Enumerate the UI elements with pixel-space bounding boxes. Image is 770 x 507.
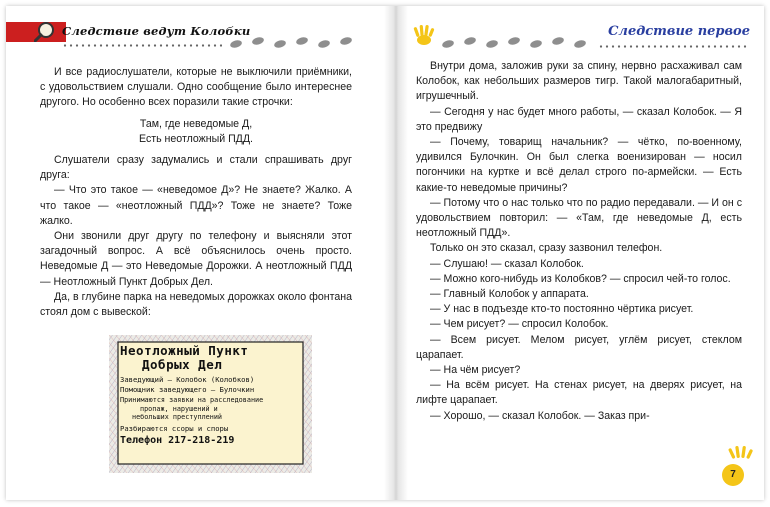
running-head-dotted-rule: [62, 44, 222, 47]
paragraph: — Потому что о нас только что по радио передавали. — И он с удовольствием повторил: — «Там, где неведомые Д, есть неотложный ПДД».: [416, 196, 742, 240]
sign-title: Добрых Дел: [142, 357, 223, 372]
paragraph: — Можно кого-нибудь из Колобков? — спросил чей-то голос.: [430, 272, 731, 285]
sign-line: пропаж, нарушений и: [140, 404, 218, 413]
paragraph: И все радиослушатели, которые не выключили приёмники, с удовольствием слушали. Одно сообщение было интереснее другого. Но особенно всех поразили такие строчки:: [40, 66, 352, 109]
running-head-dotted-rule: [598, 45, 748, 48]
paragraph: — На всём рисует. На стенах рисует, на дверях рисует, на лифте царапает.: [416, 379, 742, 407]
paragraph: Слушатели сразу задумались и стали спрашивать друг друга:: [40, 154, 352, 182]
signboard-illustration: [108, 334, 313, 474]
paragraph: Только он это сказал, сразу зазвонил телефон.: [430, 242, 663, 255]
signboard-text: [120, 344, 301, 462]
paragraph: Внутри дома, заложив руки за спину, нервно расхаживал сам Колобок, как небольших размеров тигр. Такой малогабаритный, игрушечный.: [416, 60, 742, 103]
left-page: [6, 6, 384, 500]
sign-line: Помощник заведующего — Булочкин: [120, 384, 255, 394]
left-page-text: [40, 65, 352, 320]
footprints-icon: [440, 32, 590, 54]
running-head-left: Следствие ведут Колобки: [62, 24, 251, 38]
sign-line: Принимаются заявки на расследование: [120, 396, 264, 405]
paragraph: — Хорошо, — сказал Колобок. — Заказ при-: [430, 409, 650, 422]
running-head-right: Следствие первое: [608, 24, 750, 39]
paragraph: — Сегодня у нас будет много работы, — сказал Колобок. — Я это предвижу: [416, 105, 742, 133]
paragraph: — Слушаю! — сказал Колобок.: [430, 257, 584, 270]
quote-line: Там, где неведомые Д,: [139, 117, 253, 130]
right-page-text: [416, 59, 742, 424]
paragraph: Они звонили друг другу по телефону и выясняли этот загадочный вопрос. А всё объяснилось очень просто. Неведомые Д — это Неведомые Дорожки. А неотложный ПДД — Неотложный Пункт Добрых Дел.: [40, 230, 352, 288]
sign-phone: Телефон 217-218-219: [120, 434, 235, 446]
paragraph: — У нас в подъезде кто-то постоянно чёртика рисует.: [430, 303, 694, 316]
book-gutter: [384, 6, 408, 500]
paragraph: — Всем рисует. Мелом рисует, углём рисует, стеклом царапает.: [416, 333, 742, 361]
footprints-icon: [228, 32, 368, 54]
paragraph: — На чём рисует?: [430, 364, 521, 377]
paragraph: — Главный Колобок у аппарата.: [430, 288, 589, 301]
yellow-hand-icon: [412, 24, 436, 48]
paragraph: Да, в глубине парка на неведомых дорожках около фонтана стоял дом с вывеской:: [40, 290, 352, 319]
paragraph: — Что это такое — «неведомое Д»? Не знаете? Жалко. А что такое — «неотложный ПДД»? Тоже не знаете? Тоже жалко.: [40, 184, 352, 227]
paragraph: — Чем рисует? — спросил Колобок.: [430, 318, 609, 331]
sign-line: небольших преступлений: [132, 413, 223, 422]
sign-line: Разбираются ссоры и споры: [120, 423, 229, 433]
sign-title: Неотложный Пункт: [120, 343, 249, 358]
page-number: 7: [722, 464, 744, 486]
magnifier-icon: [34, 20, 56, 42]
paragraph: — Почему, товарищ начальник? — чётко, по-военному, удивился Булочкин. Он был слегка военизирован — носил погончики на куртке и всё делал строго по-армейски. — Есть какие-то неведомые причины?: [416, 136, 742, 194]
right-page: [408, 6, 764, 500]
quote-line: Есть неотложный ПДД.: [139, 132, 253, 145]
book-spread: [6, 6, 764, 500]
sign-line: Заведующий — Колобок (Колобков): [120, 375, 255, 384]
